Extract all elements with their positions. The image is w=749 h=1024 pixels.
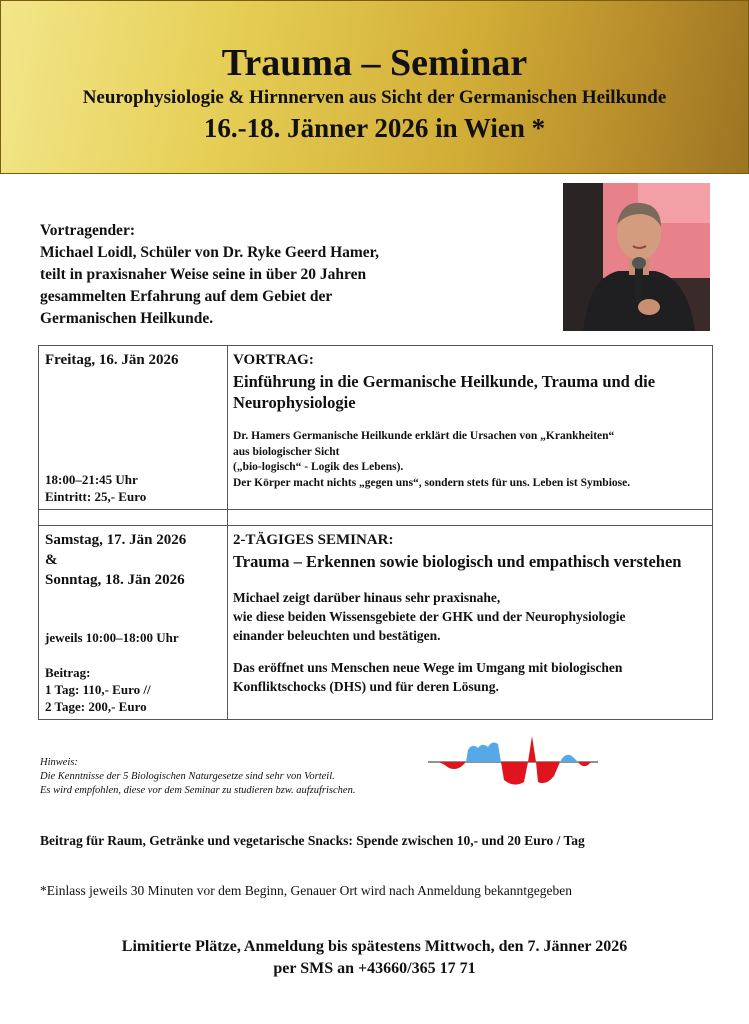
event-date: 16.-18. Jänner 2026 in Wien *: [203, 113, 546, 143]
speaker-heading: Vortragender:: [40, 222, 135, 239]
seminar-title: Trauma – Erkennen sowie biologisch und empathisch verstehen: [233, 552, 682, 571]
fee-one-day: 1 Tag: 110,- Euro //: [45, 682, 151, 697]
seminar-paragraph: [233, 588, 626, 645]
weekend-time: jeweils 10:00–18:00 Uhr: [45, 630, 179, 645]
speaker-info: [40, 220, 379, 330]
speaker-line: teilt in praxisnaher Weise seine in über 20 Jahren: [40, 266, 367, 283]
schedule-table: [38, 345, 713, 720]
registration-footer: [0, 936, 749, 980]
friday-description-line: („bio-logisch“ - Logik des Lebens).: [233, 461, 404, 473]
sunday-date: Sonntag, 18. Jän 2026: [45, 572, 185, 588]
speaker-line: Germanischen Heilkunde.: [40, 310, 214, 327]
registration-contact: per SMS an +43660/365 17 71: [273, 960, 476, 977]
biphasic-wave-icon: [428, 730, 598, 794]
speaker-line: gesammelten Erfahrung auf dem Gebiet der: [40, 288, 333, 305]
seminar-paragraph: [233, 658, 622, 696]
hint-box: [40, 756, 355, 798]
date-ampersand: &: [45, 552, 58, 568]
contribution-note: Beitrag für Raum, Getränke und vegetarische Snacks: Spende zwischen 10,- und 20 Euro / Tag: [40, 833, 585, 848]
seminar-paragraph-line: wie diese beiden Wissensgebiete der GHK und der Neurophysiologie: [233, 609, 626, 624]
row-divider: [39, 509, 712, 510]
seminar-paragraph-line: Konfliktschocks (DHS) und für deren Lösung.: [233, 679, 499, 694]
friday-entry-fee: Eintritt: 25,- Euro: [45, 489, 147, 504]
row-divider: [39, 525, 712, 526]
seminar-paragraph-line: Michael zeigt darüber hinaus sehr praxisnahe,: [233, 590, 501, 605]
friday-time: 18:00–21:45 Uhr: [45, 472, 138, 487]
friday-title: Neurophysiologie: [233, 393, 356, 412]
seminar-paragraph-line: Das eröffnet uns Menschen neue Wege im Umgang mit biologischen: [233, 660, 623, 675]
hint-line: Die Kenntnisse der 5 Biologischen Naturgesetze sind sehr von Vorteil.: [40, 771, 335, 782]
friday-description: [233, 429, 630, 491]
seminar-heading: 2-TÄGIGES SEMINAR:: [233, 532, 394, 548]
fee-two-days: 2 Tage: 200,- Euro: [45, 699, 147, 714]
page-title: Trauma – Seminar: [221, 42, 528, 84]
friday-heading: VORTRAG:: [233, 352, 314, 368]
friday-title: Einführung in die Germanische Heilkunde, Trauma und die: [233, 372, 656, 391]
column-divider: [227, 346, 228, 719]
hint-line: Es wird empfohlen, diese vor dem Seminar zu studieren bzw. aufzufrischen.: [40, 785, 356, 796]
admission-note: *Einlass jeweils 30 Minuten vor dem Beginn, Genauer Ort wird nach Anmeldung bekanntgegeben: [40, 883, 572, 898]
friday-description-line: Dr. Hamers Germanische Heilkunde erklärt die Ursachen von „Krankheiten“: [233, 430, 615, 442]
speaker-line: Michael Loidl, Schüler von Dr. Ryke Geerd Hamer,: [40, 244, 380, 261]
hint-label: Hinweis:: [40, 757, 78, 768]
fee-label: Beitrag:: [45, 665, 91, 680]
saturday-date: Samstag, 17. Jän 2026: [45, 532, 187, 548]
page-subtitle: Neurophysiologie & Hirnnerven aus Sicht der Germanischen Heilkunde: [82, 87, 667, 108]
friday-description-line: Der Körper macht nichts „gegen uns“, sondern stets für uns. Leben ist Symbiose.: [233, 476, 631, 489]
speaker-photo: [563, 183, 710, 331]
header-banner: [0, 0, 749, 174]
friday-description-line: aus biologischer Sicht: [233, 445, 340, 458]
seminar-paragraph-line: einander beleuchten und bestätigen.: [233, 628, 441, 643]
friday-date: Freitag, 16. Jän 2026: [45, 352, 179, 368]
registration-deadline: Limitierte Plätze, Anmeldung bis spätestens Mittwoch, den 7. Jänner 2026: [121, 938, 628, 955]
